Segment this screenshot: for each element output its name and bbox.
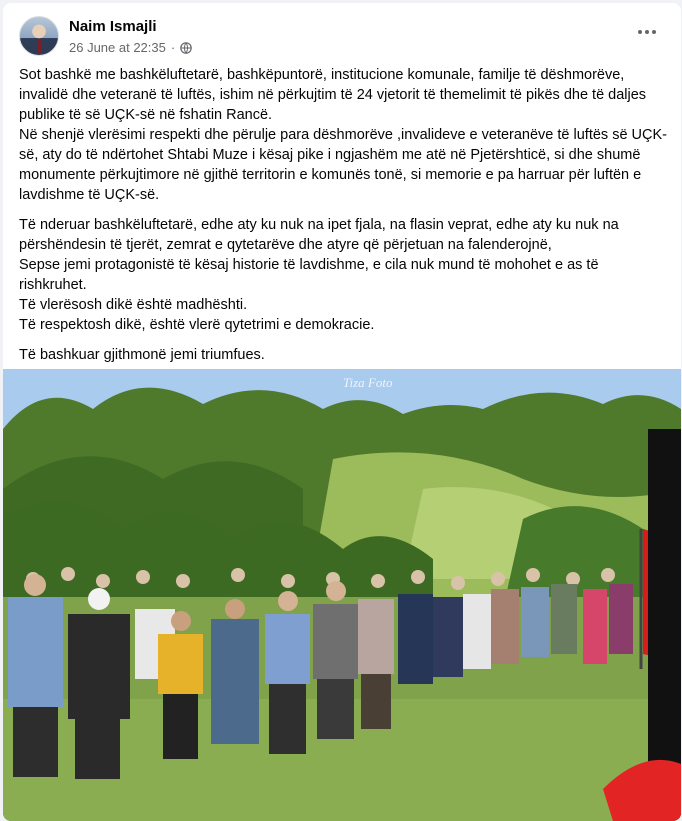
more-options-icon[interactable] bbox=[631, 22, 663, 42]
post-paragraph: Të respektosh dikë, është vlerë qytetrimi e demokracie. bbox=[19, 317, 375, 333]
crowd-scene bbox=[3, 369, 681, 821]
post-paragraph: Në shenjë vlerësimi respekti dhe përulje para dëshmorëve ,invalideve e veteranëve të luftës së UÇK-së, aty do të ndërtohet Shtabi Muze i kësaj pike i ngjashëm me atë në Pjetërshticë, si dhe shumë monumente përkujtimore në gjithë territorin e komunës tonë, si memorie e pa harruar për luftën e lavdishme të UÇK-së. bbox=[19, 127, 667, 203]
post-paragraph: Sepse jemi protagonistë të kësaj historie të lavdishme, e cila nuk mund të mohohet e as të rishkruhet. bbox=[19, 257, 599, 293]
post-date[interactable]: 26 June at 22:35 bbox=[69, 40, 166, 55]
post-paragraph: Të nderuar bashkëluftetarë, edhe aty ku nuk na ipet fjala, na flasin veprat, edhe aty ku nuk na përshëndesin të tjerët, zemrat e qytetarëve dhe atyre që përjetuan na falenderojnë, bbox=[19, 217, 619, 253]
globe-icon[interactable] bbox=[180, 42, 192, 54]
post-paragraph: Sot bashkë me bashkëluftetarë, bashkëpuntorë, institucione komunale, familje të dëshmorëve, invalidë dhe veteranë të luftës, ishim në përkujtim të 24 vjetorit të themelimit të pikës dhe të daljes publike të së UÇK-së në fshatin Rancë. bbox=[19, 67, 647, 123]
author-avatar[interactable] bbox=[19, 16, 59, 56]
photo-watermark: Tiza Foto bbox=[343, 375, 393, 390]
post-paragraph: Të vlerësosh dikë është madhështi. bbox=[19, 297, 248, 313]
post-photo[interactable] bbox=[3, 369, 681, 821]
post-card bbox=[3, 3, 681, 821]
post-body bbox=[19, 65, 669, 365]
post-meta: 26 June at 22:35 · bbox=[69, 40, 192, 55]
author-name[interactable]: Naim Ismajli bbox=[69, 18, 157, 35]
post-header bbox=[19, 16, 669, 60]
post-paragraph: Të bashkuar gjithmonë jemi triumfues. bbox=[19, 347, 265, 363]
